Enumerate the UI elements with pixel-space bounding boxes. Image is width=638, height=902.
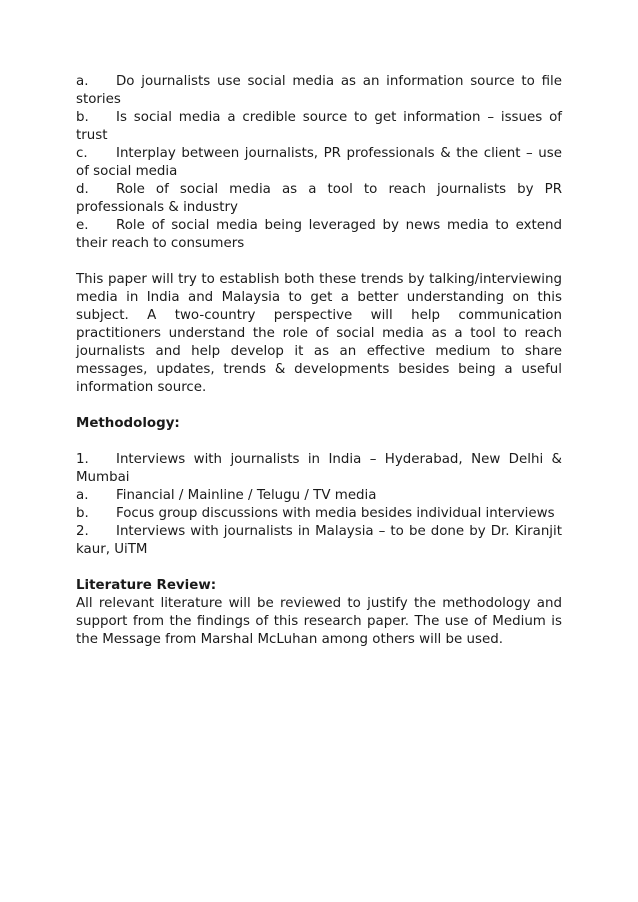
list-item (76, 217, 562, 253)
list-item-text: Role of social media being leveraged by news media to extend their reach to consumers (76, 218, 562, 251)
document-page (76, 73, 562, 649)
list-marker: a. (76, 488, 89, 503)
list-marker: 1. (76, 452, 89, 467)
methodology-heading: Methodology: (76, 416, 180, 431)
intro-paragraph: This paper will try to establish both these trends by talking/interviewing media in India and Malaysia to get a better understanding on this subject. A two-country perspective will help communication practitioners understand the role of social media as a tool to reach journalists and help develop it as an effective medium to share messages, updates, trends & developments besides being a useful information source. (76, 272, 562, 395)
list-item (76, 451, 562, 487)
list-item-text: Financial / Mainline / Telugu / TV media (116, 488, 377, 503)
list-marker: b. (76, 506, 89, 521)
list-item-text: Interviews with journalists in Malaysia – to be done by Dr. Kiranjit kaur, UiTM (76, 524, 562, 557)
list-item (76, 505, 562, 523)
list-marker: d. (76, 182, 89, 197)
list-item-text: Focus group discussions with media besides individual interviews (116, 506, 555, 521)
list-item-text: Role of social media as a tool to reach journalists by PR professionals & industry (76, 182, 562, 215)
list-item (76, 487, 562, 505)
list-item-text: Interplay between journalists, PR professionals & the client – use of social media (76, 146, 562, 179)
literature-review-heading: Literature Review: (76, 578, 217, 593)
list-marker: 2. (76, 524, 89, 539)
list-item (76, 145, 562, 181)
methodology-list (76, 451, 562, 559)
list-item-text: Do journalists use social media as an information source to file stories (76, 74, 562, 107)
list-item (76, 73, 562, 109)
literature-review-body: All relevant literature will be reviewed to justify the methodology and support from the findings of this research paper. The use of Medium is the Message from Marshal McLuhan among others will be used. (76, 596, 562, 647)
list-item (76, 181, 562, 217)
list-marker: b. (76, 110, 89, 125)
research-questions-list (76, 73, 562, 253)
list-item (76, 523, 562, 559)
list-marker: c. (76, 146, 88, 161)
list-item-text: Interviews with journalists in India – Hyderabad, New Delhi & Mumbai (76, 452, 562, 485)
list-item (76, 109, 562, 145)
list-marker: a. (76, 74, 89, 89)
list-marker: e. (76, 218, 89, 233)
list-item-text: Is social media a credible source to get information – issues of trust (76, 110, 562, 143)
